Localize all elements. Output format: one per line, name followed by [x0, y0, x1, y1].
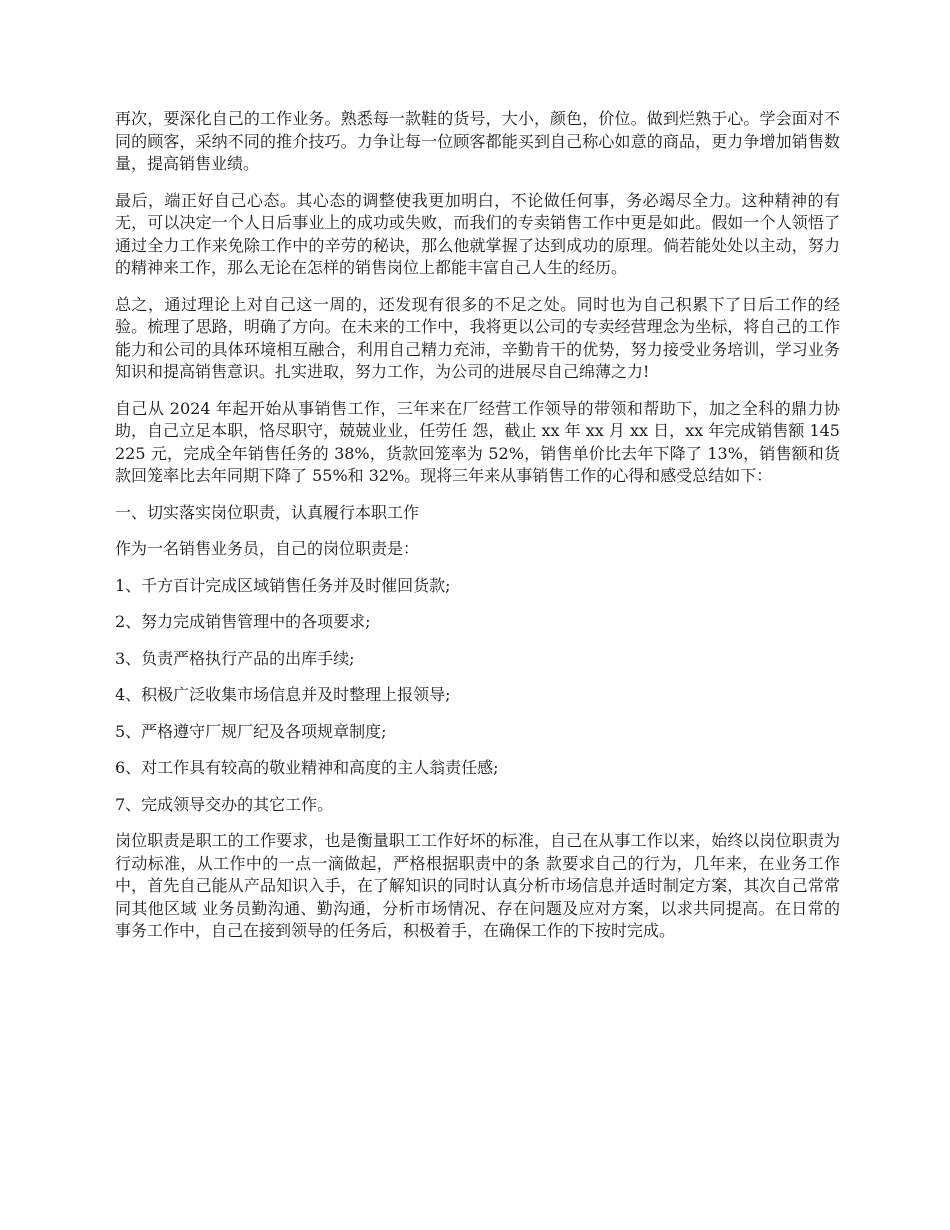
paragraph-summary: 总之，通过理论上对自己这一周的，还发现有很多的不足之处。同时也为自己积累下了日后工作的经验。梳理了思路，明确了方向。在未来的工作中，我将更以公司的专卖经营理念为坐标，将自己的工作能力和公司的具体环境相互融合，利用自己精力充沛，辛勤肯干的优势，努力接受业务培训，学习业务知识和提高销售意识。扎实进取，努力工作，为公司的进展尽自己绵薄之力!	[115, 294, 840, 381]
document-body	[115, 108, 840, 957]
paragraph-deepen-work: 再次，要深化自己的工作业务。熟悉每一款鞋的货号，大小，颜色，价位。做到烂熟于心。学会面对不同的顾客，采纳不同的推介技巧。力争让每一位顾客都能买到自己称心如意的商品，更力争增加销售数量，提高销售业绩。	[115, 109, 840, 173]
paragraph-duty-standards: 岗位职责是职工的工作要求，也是衡量职工工作好坏的标准，自己在从事工作以来，始终以岗位职责为行动标准，从工作中的一点一滴做起，严格根据职责中的条 款要求自己的行为，几年来，在业务工作中，首先自己能从产品知识入手，在了解知识的同时认真分析市场信息并适时制定方案，其次自己常常同其他区域 业务员勤沟通、勤沟通，分析市场情况、存在问题及应对方案，以求共同提高。在日常的事务工作中，自己在接到领导的任务后，积极着手，在确保工作的下按时完成。	[115, 831, 840, 940]
section-heading-duties: 一、切实落实岗位职责，认真履行本职工作	[115, 502, 420, 522]
duty-item-1: 1、千方百计完成区域销售任务并及时催回货款;	[115, 575, 451, 595]
paragraph-attitude: 最后，端正好自己心态。其心态的调整使我更加明白，不论做任何事，务必竭尽全力。这种精神的有无，可以决定一个人日后事业上的成功或失败，而我们的专卖销售工作中更是如此。假如一个人领悟了通过全力工作来免除工作中的辛劳的秘诀，那么他就掌握了达到成功的原理。倘若能处处以主动，努力的精神来工作，那么无论在怎样的销售岗位上都能丰富自己人生的经历。	[115, 190, 840, 277]
duty-item-5: 5、严格遵守厂规厂纪及各项规章制度;	[115, 721, 387, 741]
duty-item-3: 3、负责严格执行产品的出库手续;	[115, 648, 355, 668]
duty-item-4: 4、积极广泛收集市场信息并及时整理上报领导;	[115, 685, 451, 704]
duty-item-7: 7、完成领导交办的其它工作。	[115, 794, 334, 814]
paragraph-sales-results: 自己从 2024 年起开始从事销售工作，三年来在厂经营工作领导的带领和帮助下，加之全科的鼎力协助，自己立足本职，恪尽职守，兢兢业业，任劳任 怨，截止 xx 年 xx 月 xx 日，xx 年完成销售额 145225 元，完成全年销售任务的 38%，货款回笼率为 52%，销售单价比去年下降了 13%，销售额和货 款回笼率比去年同期下降了 55%和 32%。现将三年来从事销售工作的心得和感受总结如下：	[115, 398, 840, 485]
duty-item-6: 6、对工作具有较高的敬业精神和高度的主人翁责任感;	[115, 758, 499, 777]
duty-item-2: 2、努力完成销售管理中的各项要求;	[115, 612, 371, 631]
duties-intro: 作为一名销售业务员，自己的岗位职责是：	[115, 539, 420, 558]
